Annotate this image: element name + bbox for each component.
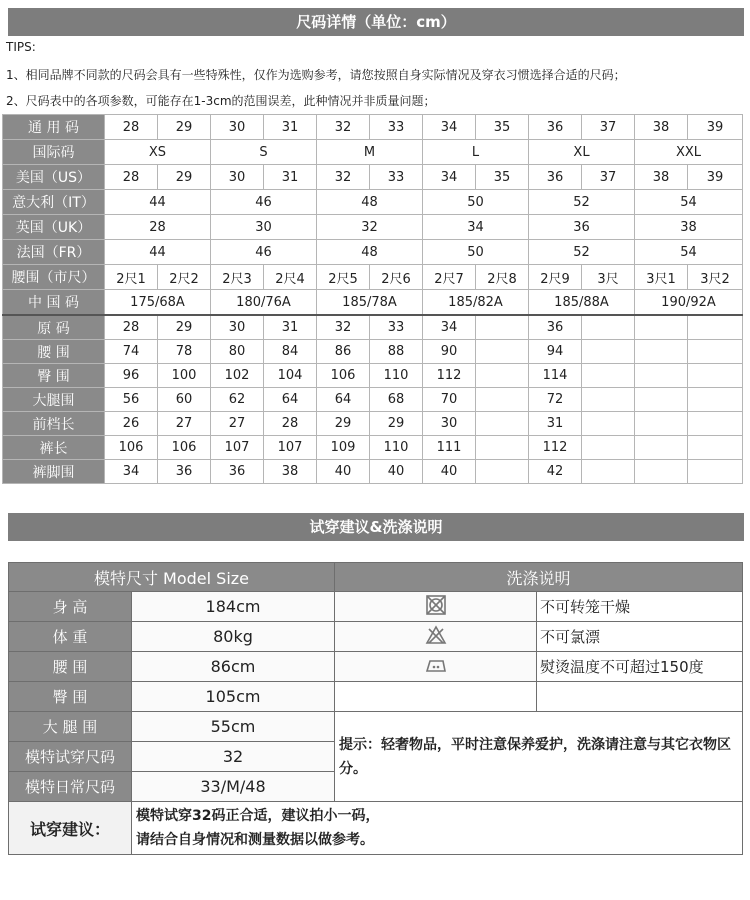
empty-cell bbox=[582, 340, 635, 364]
size-value: 36 bbox=[529, 215, 635, 240]
row-label: 大腿围 bbox=[3, 388, 105, 412]
size-value: 2尺1 bbox=[105, 265, 158, 290]
size-value: 46 bbox=[211, 190, 317, 215]
model-label: 臀 围 bbox=[9, 682, 132, 712]
empty-cell bbox=[688, 436, 743, 460]
measurement-value: 112 bbox=[529, 436, 582, 460]
measurement-value: 34 bbox=[105, 460, 158, 484]
care-text: 熨烫温度不可超过150度 bbox=[537, 652, 743, 682]
measurement-value: 68 bbox=[370, 388, 423, 412]
size-value: XXL bbox=[635, 140, 743, 165]
measurement-value: 36 bbox=[529, 315, 582, 340]
row-label: 原 码 bbox=[3, 315, 105, 340]
measurement-value: 106 bbox=[317, 364, 370, 388]
measurement-value: 96 bbox=[105, 364, 158, 388]
empty-cell bbox=[476, 412, 529, 436]
no-bleach-icon bbox=[425, 625, 447, 649]
measurement-value: 29 bbox=[158, 315, 211, 340]
model-row bbox=[9, 622, 743, 652]
empty-cell bbox=[476, 460, 529, 484]
size-value: 34 bbox=[423, 115, 476, 140]
measurement-value: 30 bbox=[211, 315, 264, 340]
empty-cell bbox=[635, 460, 688, 484]
size-value: 32 bbox=[317, 115, 370, 140]
measurement-value: 62 bbox=[211, 388, 264, 412]
measurement-value: 94 bbox=[529, 340, 582, 364]
size-value: 35 bbox=[476, 115, 529, 140]
suggestion-label: 试穿建议： bbox=[9, 802, 132, 855]
size-value: 33 bbox=[370, 115, 423, 140]
size-value: 52 bbox=[529, 190, 635, 215]
size-value: 35 bbox=[476, 165, 529, 190]
wash-header: 洗涤说明 bbox=[335, 563, 743, 592]
empty-cell bbox=[582, 436, 635, 460]
size-row-intl bbox=[3, 140, 743, 165]
size-row-general bbox=[3, 115, 743, 140]
size-value: 34 bbox=[423, 165, 476, 190]
size-value: M bbox=[317, 140, 423, 165]
measurement-value: 111 bbox=[423, 436, 476, 460]
empty-cell bbox=[476, 364, 529, 388]
empty-cell bbox=[582, 460, 635, 484]
measurement-value: 38 bbox=[264, 460, 317, 484]
row-label: 意大利（IT） bbox=[3, 190, 105, 215]
measurement-value: 107 bbox=[211, 436, 264, 460]
suggestion-row bbox=[9, 802, 743, 855]
measurement-value: 29 bbox=[317, 412, 370, 436]
row-label: 臀 围 bbox=[3, 364, 105, 388]
measurement-value: 78 bbox=[158, 340, 211, 364]
measurement-value: 28 bbox=[264, 412, 317, 436]
row-label: 裤长 bbox=[3, 436, 105, 460]
size-value: 185/82A bbox=[423, 290, 529, 316]
care-text: 不可转笼干燥 bbox=[537, 592, 743, 622]
empty-cell bbox=[635, 340, 688, 364]
measurement-value: 104 bbox=[264, 364, 317, 388]
measurement-value: 29 bbox=[370, 412, 423, 436]
measurement-value: 64 bbox=[317, 388, 370, 412]
size-table bbox=[2, 114, 743, 484]
size-row-uk bbox=[3, 215, 743, 240]
size-row-china bbox=[3, 290, 743, 316]
size-value: 180/76A bbox=[211, 290, 317, 316]
model-label: 模特日常尺码 bbox=[9, 772, 132, 802]
empty-cell bbox=[335, 682, 537, 712]
measurement-row bbox=[3, 315, 743, 340]
size-details-title: 尺码详情（单位：cm） bbox=[8, 8, 744, 36]
fit-care-title: 试穿建议&洗涤说明 bbox=[8, 513, 744, 541]
size-value: 2尺9 bbox=[529, 265, 582, 290]
measurement-value: 28 bbox=[105, 315, 158, 340]
tip-1: 1、相同品牌不同款的尺码会具有一些特殊性，仅作为选购参考，请您按照自身实际情况及穿衣习惯选择合适的尺码； bbox=[6, 68, 626, 82]
size-row-waist_chi bbox=[3, 265, 743, 290]
size-value: 28 bbox=[105, 215, 211, 240]
model-value: 86cm bbox=[132, 652, 335, 682]
empty-cell bbox=[476, 436, 529, 460]
size-value: 28 bbox=[105, 165, 158, 190]
suggestion-line: 模特试穿32码正合适，建议拍小一码， bbox=[136, 808, 380, 824]
tip-2: 2、尺码表中的各项参数，可能存在1-3cm的范围误差，此种情况并非质量问题； bbox=[6, 94, 436, 108]
row-label: 国际码 bbox=[3, 140, 105, 165]
size-value: 2尺2 bbox=[158, 265, 211, 290]
measurement-row bbox=[3, 436, 743, 460]
empty-cell bbox=[688, 412, 743, 436]
size-value: 33 bbox=[370, 165, 423, 190]
measurement-value: 31 bbox=[529, 412, 582, 436]
measurement-value: 74 bbox=[105, 340, 158, 364]
size-value: 36 bbox=[529, 165, 582, 190]
row-label: 英国（UK） bbox=[3, 215, 105, 240]
size-value: 38 bbox=[635, 165, 688, 190]
empty-cell bbox=[635, 315, 688, 340]
iron-icon bbox=[423, 655, 449, 679]
measurement-value: 80 bbox=[211, 340, 264, 364]
measurement-value: 26 bbox=[105, 412, 158, 436]
empty-cell bbox=[476, 315, 529, 340]
measurement-row bbox=[3, 412, 743, 436]
size-value: 39 bbox=[688, 165, 743, 190]
model-row bbox=[9, 592, 743, 622]
model-label: 腰 围 bbox=[9, 652, 132, 682]
model-label: 身 高 bbox=[9, 592, 132, 622]
size-value: 32 bbox=[317, 165, 370, 190]
size-value: 2尺4 bbox=[264, 265, 317, 290]
size-value: 29 bbox=[158, 115, 211, 140]
empty-cell bbox=[688, 340, 743, 364]
empty-cell bbox=[635, 436, 688, 460]
size-value: 31 bbox=[264, 165, 317, 190]
model-value: 55cm bbox=[132, 712, 335, 742]
empty-cell bbox=[476, 388, 529, 412]
size-value: 38 bbox=[635, 115, 688, 140]
size-value: 34 bbox=[423, 215, 529, 240]
size-value: 185/78A bbox=[317, 290, 423, 316]
measurement-value: 40 bbox=[423, 460, 476, 484]
model-value: 32 bbox=[132, 742, 335, 772]
measurement-value: 40 bbox=[317, 460, 370, 484]
model-row bbox=[9, 712, 743, 742]
size-value: 31 bbox=[264, 115, 317, 140]
care-icon-cell bbox=[335, 592, 537, 622]
measurement-value: 107 bbox=[264, 436, 317, 460]
size-value: 3尺1 bbox=[635, 265, 688, 290]
size-value: 48 bbox=[317, 240, 423, 265]
size-value: 54 bbox=[635, 190, 743, 215]
model-label: 模特试穿尺码 bbox=[9, 742, 132, 772]
measurement-value: 56 bbox=[105, 388, 158, 412]
size-value: 37 bbox=[582, 165, 635, 190]
size-value: 37 bbox=[582, 115, 635, 140]
row-label: 腰围（市尺） bbox=[3, 265, 105, 290]
size-value: 3尺2 bbox=[688, 265, 743, 290]
empty-cell bbox=[635, 412, 688, 436]
size-value: 29 bbox=[158, 165, 211, 190]
measurement-value: 72 bbox=[529, 388, 582, 412]
row-label: 腰 围 bbox=[3, 340, 105, 364]
size-value: XL bbox=[529, 140, 635, 165]
measurement-value: 30 bbox=[423, 412, 476, 436]
size-value: L bbox=[423, 140, 529, 165]
row-label: 通 用 码 bbox=[3, 115, 105, 140]
measurement-row bbox=[3, 388, 743, 412]
row-label: 法国（FR） bbox=[3, 240, 105, 265]
empty-cell bbox=[688, 315, 743, 340]
model-value: 33/M/48 bbox=[132, 772, 335, 802]
size-value: 190/92A bbox=[635, 290, 743, 316]
tips-heading: TIPS: bbox=[6, 40, 36, 54]
size-value: 46 bbox=[211, 240, 317, 265]
size-value: 30 bbox=[211, 165, 264, 190]
care-note: 提示：轻奢物品，平时注意保养爱护，洗涤请注意与其它衣物区分。 bbox=[335, 712, 743, 802]
measurement-value: 40 bbox=[370, 460, 423, 484]
size-row-us bbox=[3, 165, 743, 190]
measurement-row bbox=[3, 460, 743, 484]
measurement-value: 84 bbox=[264, 340, 317, 364]
measurement-value: 100 bbox=[158, 364, 211, 388]
measurement-value: 32 bbox=[317, 315, 370, 340]
size-value: 2尺6 bbox=[370, 265, 423, 290]
empty-cell bbox=[688, 388, 743, 412]
model-label: 体 重 bbox=[9, 622, 132, 652]
measurement-value: 106 bbox=[105, 436, 158, 460]
row-label: 中 国 码 bbox=[3, 290, 105, 316]
measurement-value: 34 bbox=[423, 315, 476, 340]
row-label: 美国（US） bbox=[3, 165, 105, 190]
measurement-value: 64 bbox=[264, 388, 317, 412]
model-value: 80kg bbox=[132, 622, 335, 652]
measurement-value: 60 bbox=[158, 388, 211, 412]
measurement-value: 36 bbox=[211, 460, 264, 484]
measurement-value: 36 bbox=[158, 460, 211, 484]
size-value: 28 bbox=[105, 115, 158, 140]
size-value: XS bbox=[105, 140, 211, 165]
empty-cell bbox=[688, 460, 743, 484]
size-value: 38 bbox=[635, 215, 743, 240]
measurement-value: 102 bbox=[211, 364, 264, 388]
size-value: 2尺8 bbox=[476, 265, 529, 290]
size-value: 3尺 bbox=[582, 265, 635, 290]
model-value: 105cm bbox=[132, 682, 335, 712]
measurement-value: 106 bbox=[158, 436, 211, 460]
measurement-row bbox=[3, 340, 743, 364]
size-value: 185/88A bbox=[529, 290, 635, 316]
size-value: 36 bbox=[529, 115, 582, 140]
empty-cell bbox=[635, 364, 688, 388]
size-value: 2尺7 bbox=[423, 265, 476, 290]
size-value: 2尺3 bbox=[211, 265, 264, 290]
model-row bbox=[9, 682, 743, 712]
care-icon-cell bbox=[335, 622, 537, 652]
suggestion-text bbox=[132, 802, 743, 855]
measurement-value: 88 bbox=[370, 340, 423, 364]
empty-cell bbox=[582, 364, 635, 388]
no-tumble-dry-icon bbox=[425, 595, 447, 619]
model-care-table bbox=[8, 562, 743, 855]
size-value: 30 bbox=[211, 115, 264, 140]
size-value: 39 bbox=[688, 115, 743, 140]
size-value: 30 bbox=[211, 215, 317, 240]
empty-cell bbox=[582, 315, 635, 340]
size-value: 50 bbox=[423, 240, 529, 265]
empty-cell bbox=[537, 682, 743, 712]
measurement-value: 86 bbox=[317, 340, 370, 364]
measurement-value: 114 bbox=[529, 364, 582, 388]
empty-cell bbox=[476, 340, 529, 364]
model-size-header: 模特尺寸 Model Size bbox=[9, 563, 335, 592]
size-value: 50 bbox=[423, 190, 529, 215]
size-value: 52 bbox=[529, 240, 635, 265]
row-label: 前档长 bbox=[3, 412, 105, 436]
size-value: 2尺5 bbox=[317, 265, 370, 290]
measurement-value: 42 bbox=[529, 460, 582, 484]
measurement-row bbox=[3, 364, 743, 388]
model-header-row bbox=[9, 563, 743, 592]
size-row-fr bbox=[3, 240, 743, 265]
care-icon-cell bbox=[335, 652, 537, 682]
model-label: 大 腿 围 bbox=[9, 712, 132, 742]
empty-cell bbox=[582, 388, 635, 412]
measurement-value: 112 bbox=[423, 364, 476, 388]
empty-cell bbox=[582, 412, 635, 436]
measurement-value: 33 bbox=[370, 315, 423, 340]
model-value: 184cm bbox=[132, 592, 335, 622]
size-value: S bbox=[211, 140, 317, 165]
size-row-it bbox=[3, 190, 743, 215]
empty-cell bbox=[635, 388, 688, 412]
size-value: 48 bbox=[317, 190, 423, 215]
measurement-value: 109 bbox=[317, 436, 370, 460]
care-text: 不可氯漂 bbox=[537, 622, 743, 652]
size-value: 54 bbox=[635, 240, 743, 265]
row-label: 裤脚围 bbox=[3, 460, 105, 484]
size-value: 32 bbox=[317, 215, 423, 240]
measurement-value: 27 bbox=[211, 412, 264, 436]
measurement-value: 27 bbox=[158, 412, 211, 436]
size-value: 44 bbox=[105, 240, 211, 265]
measurement-value: 110 bbox=[370, 436, 423, 460]
measurement-value: 70 bbox=[423, 388, 476, 412]
suggestion-line: 请结合自身情况和测量数据以做参考。 bbox=[136, 832, 374, 848]
measurement-value: 90 bbox=[423, 340, 476, 364]
model-row bbox=[9, 652, 743, 682]
size-value: 175/68A bbox=[105, 290, 211, 316]
size-value: 44 bbox=[105, 190, 211, 215]
measurement-value: 31 bbox=[264, 315, 317, 340]
empty-cell bbox=[688, 364, 743, 388]
measurement-value: 110 bbox=[370, 364, 423, 388]
